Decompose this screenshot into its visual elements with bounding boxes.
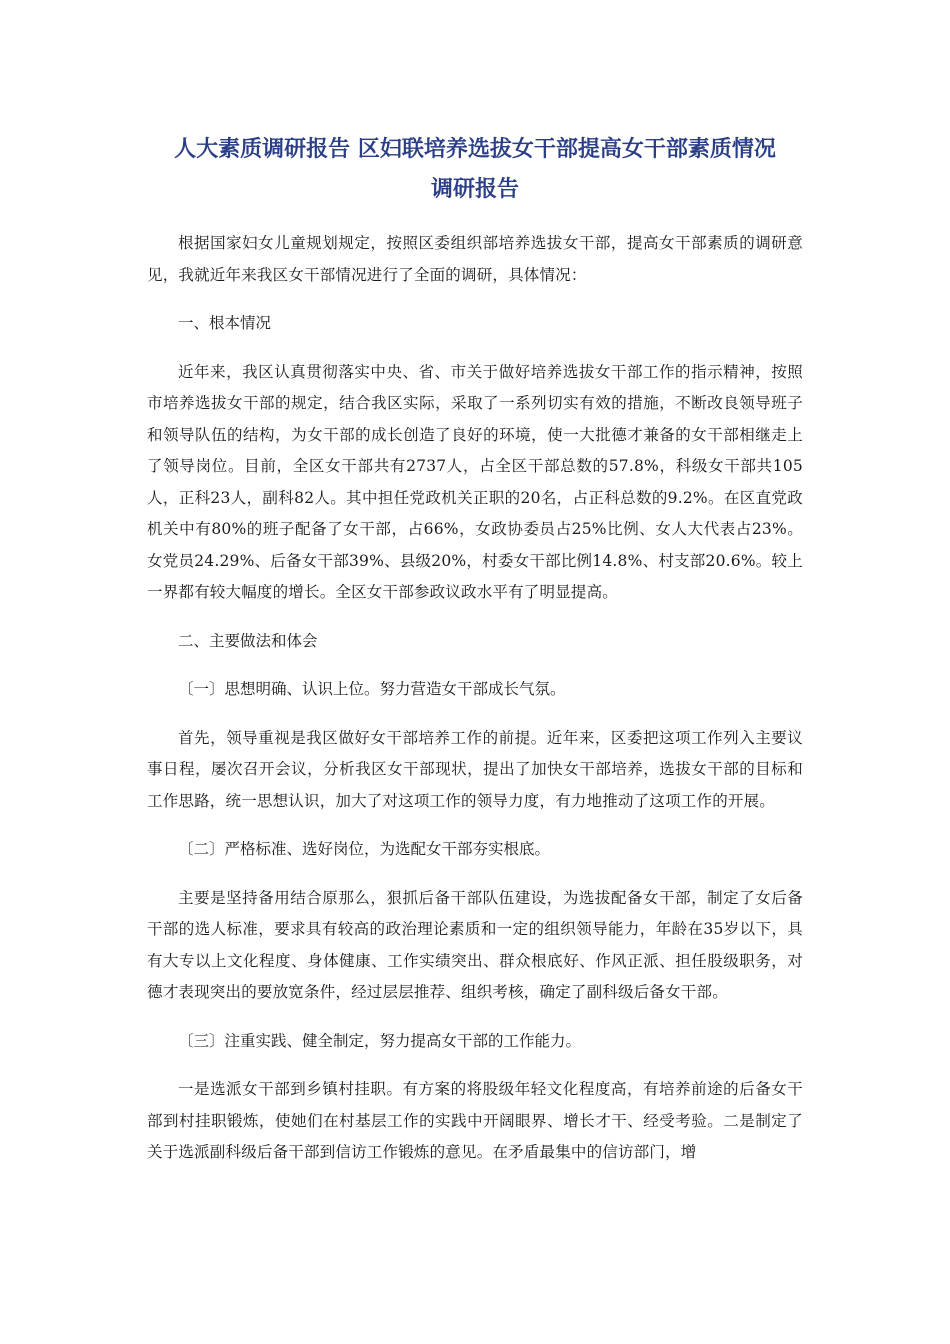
subsection-heading-2: 〔二〕严格标准、选好岗位，为选配女干部夯实根底。	[178, 840, 551, 858]
title-line-2: 调研报告	[430, 177, 519, 202]
document-title	[147, 130, 803, 210]
body-paragraph-leadership: 首先，领导重视是我区做好女干部培养工作的前提。近年来，区委把这项工作列入主要议事日程，屡次召开会议，分析我区女干部现状，提出了加快女干部培养，选拔女干部的目标和工作思路，统一思想认识，加大了对这项工作的领导力度，有力地推动了这项工作的开展。	[147, 728, 803, 810]
subsection-heading-1: 〔一〕思想明确、认识上位。努力营造女干部成长气氛。	[178, 680, 566, 698]
title-line-1: 人大素质调研报告 区妇联培养选拔女干部提高女干部素质情况	[174, 137, 776, 162]
body-paragraph-practice: 一是选派女干部到乡镇村挂职。有方案的将股级年轻文化程度高，有培养前途的后备女干部到村挂职锻炼，使她们在村基层工作的实践中开阔眼界、增长才干、经受考验。二是制定了关于选派副科级后备干部到信访工作锻炼的意见。在矛盾最集中的信访部门，增	[147, 1080, 803, 1161]
section-heading-practices: 二、主要做法和体会	[178, 631, 318, 650]
body-paragraph-statistics: 近年来，我区认真贯彻落实中央、省、市关于做好培养选拔女干部工作的指示精神，按照市培养选拔女干部的规定，结合我区实际，采取了一系列切实有效的措施，不断改良领导班子和领导队伍的结构，为女干部的成长创造了良好的环境，使一大批德才兼备的女干部相继走上了领导岗位。目前，全区女干部共有2737人，占全区干部总数的57.8%，科级女干部共105人，正科23人，副科82人。其中担任党政机关正职的20名，占正科总数的9.2%。在区直党政机关中有80%的班子配备了女干部，占66%，女政协委员占25%比例、女人大代表占23%。女党员24.29%、后备女干部39%、县级20%，村委女干部比例14.8%、村支部20.6%。较上一界都有较大幅度的增长。全区女干部参政议政水平有了明显提高。	[147, 362, 803, 601]
subsection-heading-3: 〔三〕注重实践、健全制定，努力提高女干部的工作能力。	[178, 1031, 582, 1050]
section-heading-basic: 一、根本情况	[178, 314, 272, 332]
intro-paragraph: 根据国家妇女儿童规划规定，按照区委组织部培养选拔女干部，提高女干部素质的调研意见，我就近年来我区女干部情况进行了全面的调研，具体情况：	[147, 234, 803, 284]
body-paragraph-standards: 主要是坚持备用结合原那么，狠抓后备干部队伍建设，为选拔配备女干部，制定了女后备干部的选人标准，要求具有较高的政治理论素质和一定的组织领导能力，年龄在35岁以下，具有大专以上文化程度、身体健康、工作实绩突出、群众根底好、作风正派、担任股级职务，对德才表现突出的要放宽条件，经过层层推荐、组织考核，确定了副科级后备女干部。	[147, 888, 803, 1001]
